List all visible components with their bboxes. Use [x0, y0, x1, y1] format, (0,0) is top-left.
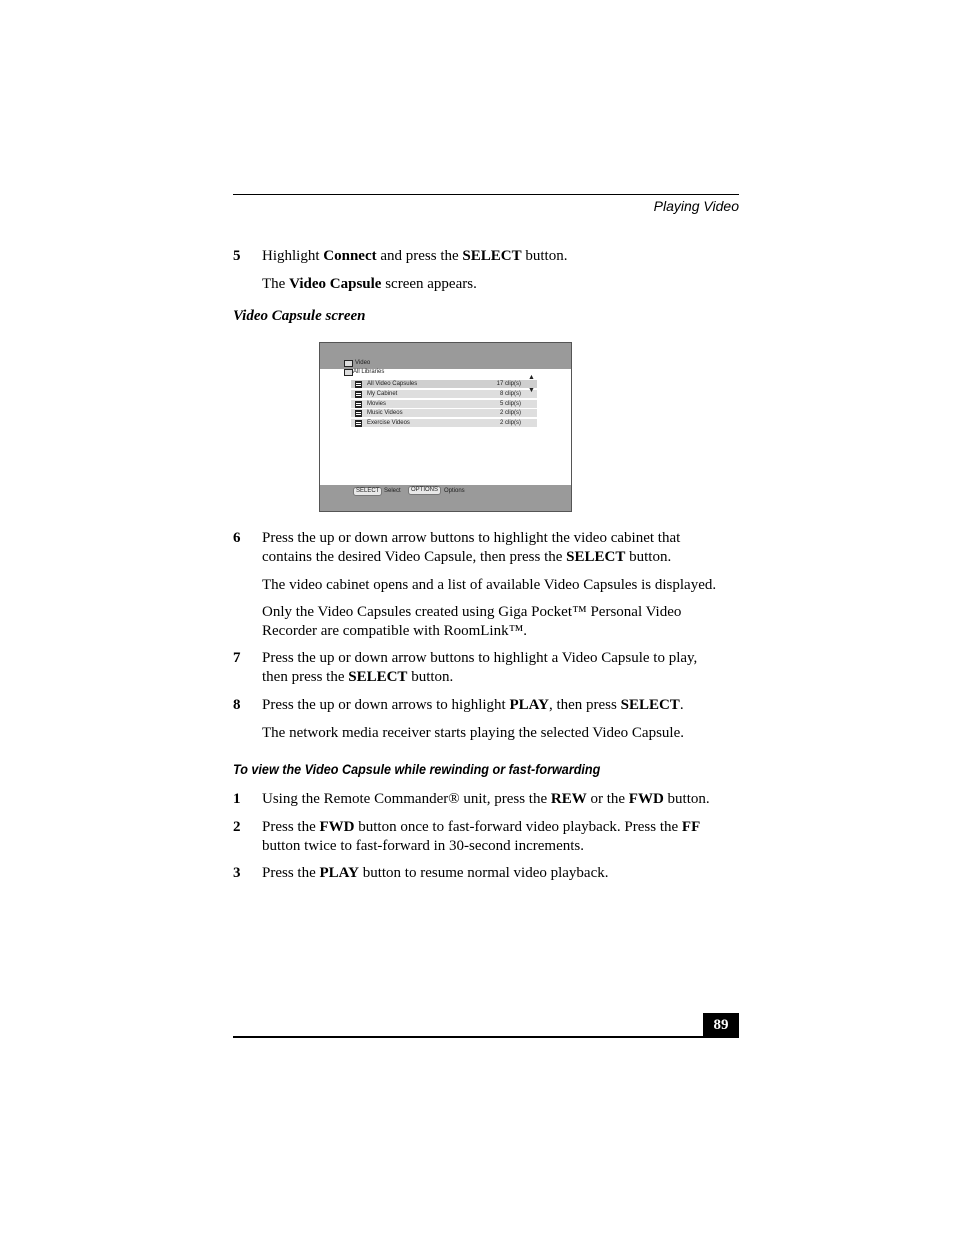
cabinet-icon: [355, 401, 362, 408]
options-key: OPTIONS: [408, 486, 441, 495]
library-icon: [344, 369, 353, 376]
sub-step-3: 3 Press the PLAY button to resume normal video playback.: [233, 865, 609, 881]
step-number: 8: [233, 697, 241, 713]
scroll-up-icon[interactable]: ▲: [528, 374, 535, 381]
step-7: 7 Press the up or down arrow buttons to highlight a Video Capsule to play, then press the SELECT button.: [233, 650, 698, 685]
section-subheading: To view the Video Capsule while rewinding or fast-forwarding: [233, 761, 601, 777]
step-8: 8 Press the up or down arrows to highlight PLAY, then press SELECT.: [233, 697, 684, 713]
sub-step-2: 2 Press the FWD button once to fast-forward video playback. Press the FF button twice to fast-forward in 30-second increments.: [233, 819, 701, 854]
figure-caption: Video Capsule screen: [233, 308, 366, 324]
header-rule: [233, 194, 739, 195]
sub-step-1: 1 Using the Remote Commander® unit, press the REW or the FWD button.: [233, 791, 710, 807]
list-item[interactable]: Movies 5 clip(s): [351, 400, 537, 408]
select-key-label: Select: [384, 488, 401, 494]
video-icon: [344, 360, 353, 367]
list-item[interactable]: Music Videos 2 clip(s): [351, 409, 537, 417]
select-key: SELECT: [353, 487, 382, 496]
step-number: 1: [233, 791, 241, 807]
breadcrumb-libraries: All Libraries: [353, 369, 385, 375]
step-number: 6: [233, 530, 241, 546]
step-6: 6 Press the up or down arrow buttons to highlight the video cabinet that contains the desired Video Capsule, then press the SELECT button.: [233, 530, 681, 565]
video-capsule-screen: [319, 342, 572, 512]
options-key-label: Options: [444, 488, 465, 494]
list-item[interactable]: All Video Capsules 17 clip(s): [351, 380, 537, 388]
step-number: 7: [233, 650, 241, 666]
list-item[interactable]: Exercise Videos 2 clip(s): [351, 419, 537, 427]
step-number: 3: [233, 865, 241, 881]
step-number: 2: [233, 819, 241, 835]
cabinet-icon: [355, 391, 362, 398]
scroll-down-icon[interactable]: ▼: [528, 387, 535, 394]
cabinet-icon: [355, 410, 362, 417]
playback-starts-text: The network media receiver starts playing the selected Video Capsule.: [262, 725, 685, 741]
footer-rule: [233, 1036, 739, 1038]
page-number: 89: [703, 1013, 739, 1037]
step-number: 5: [233, 248, 241, 264]
all-capsules-icon: [355, 381, 362, 388]
video-capsule-appears: The Video Capsule screen appears.: [262, 276, 477, 292]
cabinet-opens-text: The video cabinet opens and a list of available Video Capsules is displayed.: [262, 577, 717, 593]
cabinet-icon: [355, 420, 362, 427]
breadcrumb-video: Video: [355, 360, 371, 366]
running-head: Playing Video: [653, 198, 739, 214]
compatibility-note: Only the Video Capsules created using Giga Pocket™ Personal Video Recorder are compatible with RoomLink™.: [262, 604, 682, 639]
step-5: 5 Highlight Connect and press the SELECT button.: [233, 248, 568, 264]
list-item[interactable]: My Cabinet 8 clip(s): [351, 390, 537, 398]
